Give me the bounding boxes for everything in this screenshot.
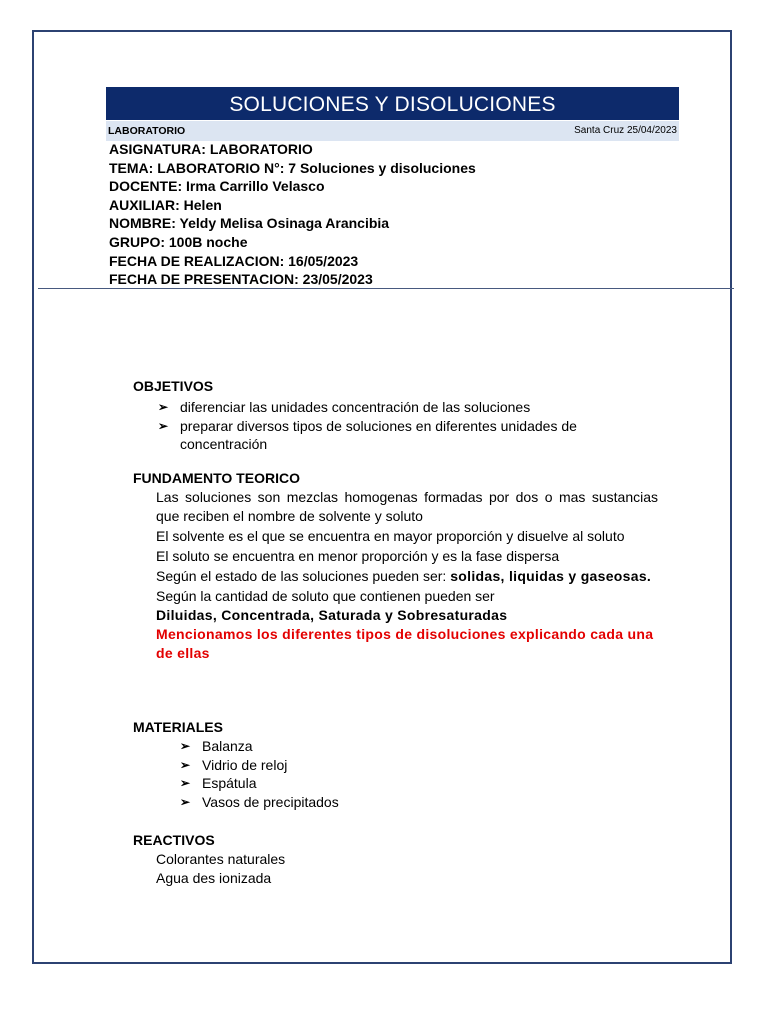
fundamento-p4: Según el estado de las soluciones pueden ser: solidas, liquidas y gaseosas. <box>156 568 652 584</box>
list-item: ➢ diferenciar las unidades concentración de las soluciones <box>158 399 531 415</box>
fundamento-p6: Diluidas, Concentrada, Saturada y Sobresaturadas <box>156 607 508 623</box>
reactivos-list <box>156 850 285 888</box>
info-nombre: NOMBRE: Yeldy Melisa Osinaga Arancibia <box>109 215 390 232</box>
list-item: ➢ Espátula <box>180 775 257 791</box>
objetivos-list <box>156 398 626 454</box>
fundamento-heading: FUNDAMENTO TEORICO <box>133 470 300 486</box>
info-tema: TEMA: LABORATORIO N°: 7 Soluciones y disoluciones <box>109 159 476 176</box>
arrow-bullet-icon: ➢ <box>158 400 169 414</box>
info-block <box>109 140 669 289</box>
fundamento-highlight: Mencionamos los diferentes tipos de disoluciones explicando cada una de ellas <box>156 626 654 661</box>
info-fecha-realizacion: FECHA DE REALIZACION: 16/05/2023 <box>109 252 359 269</box>
list-item: ➢ preparar diversos tipos de soluciones en diferentes unidades de concentración <box>158 417 577 452</box>
info-docente: DOCENTE: Irma Carrillo Velasco <box>109 178 325 195</box>
subheader-bar <box>106 121 679 141</box>
divider <box>38 288 734 289</box>
subheader-date: Santa Cruz 25/04/2023 <box>574 125 677 136</box>
arrow-bullet-icon: ➢ <box>180 739 191 753</box>
arrow-bullet-icon: ➢ <box>180 794 191 809</box>
subheader-label: LABORATORIO <box>108 125 186 137</box>
materiales-heading: MATERIALES <box>133 719 223 735</box>
info-fecha-presentacion: FECHA DE PRESENTACION: 23/05/2023 <box>109 271 373 288</box>
fundamento-p1: Las soluciones son mezclas homogenas formadas por dos o mas sustancias que reciben el nombre de solvente y soluto <box>156 489 658 524</box>
list-item: ➢ Vasos de precipitados <box>180 793 339 810</box>
list-item: ➢ Vidrio de reloj <box>180 756 288 773</box>
arrow-bullet-icon: ➢ <box>180 757 191 772</box>
reactivos-heading: REACTIVOS <box>133 832 215 848</box>
list-item: Agua des ionizada <box>156 870 272 886</box>
list-item: ➢ Balanza <box>180 738 253 754</box>
info-grupo: GRUPO: 100B noche <box>109 233 248 250</box>
fundamento-body <box>156 488 658 663</box>
fundamento-p5: Según la cantidad de soluto que contienen pueden ser <box>156 588 495 604</box>
info-asignatura: ASIGNATURA: LABORATORIO <box>109 141 313 157</box>
arrow-bullet-icon: ➢ <box>158 418 169 433</box>
materiales-list <box>178 737 478 811</box>
fundamento-p3: El soluto se encuentra en menor proporción y es la fase dispersa <box>156 548 560 564</box>
list-item: Colorantes naturales <box>156 851 286 867</box>
arrow-bullet-icon: ➢ <box>180 776 191 790</box>
objetivos-heading: OBJETIVOS <box>133 378 214 394</box>
info-auxiliar: AUXILIAR: Helen <box>109 196 222 213</box>
document-title: SOLUCIONES Y DISOLUCIONES <box>106 87 679 120</box>
fundamento-p2: El solvente es el que se encuentra en mayor proporción y disuelve al soluto <box>156 528 625 544</box>
